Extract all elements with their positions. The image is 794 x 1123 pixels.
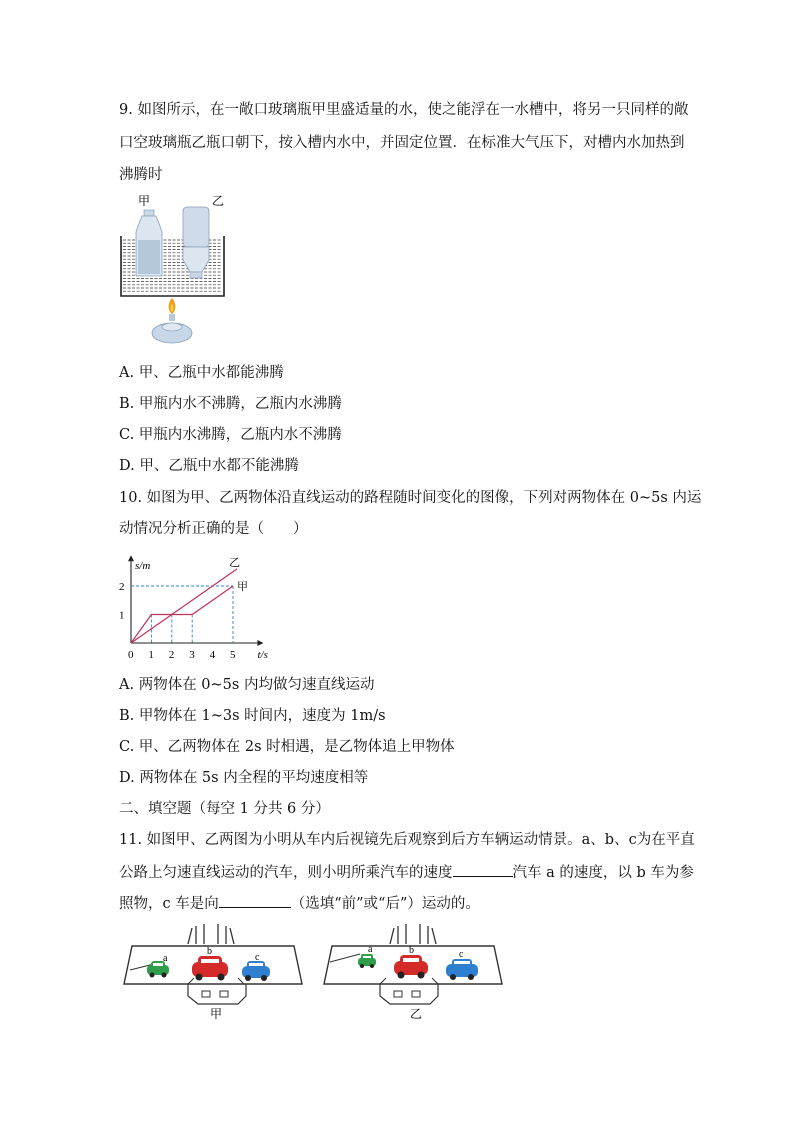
bottle-yi [183,207,209,278]
x-tick-label: 4 [209,649,216,661]
q9-option-c: C. 甲瓶内水沸腾，乙瓶内水不沸腾 [119,427,342,443]
q11-line-2 [119,861,694,883]
answer-blank-2[interactable] [219,892,291,908]
q11-line-2-part-b: 汽车 a 的速度，以 b 车为参 [512,865,694,881]
q11-line-3-part-a: 照物，c 车是向 [119,896,219,912]
q11-line-1: 11. 如图甲、乙两图为小明从车内后视镜先后观察到后方车辆运动情景。a、b、c为在平直 [119,832,695,848]
car-label-a: a [368,944,373,955]
q9-option-a: A. 甲、乙瓶中水都能沸腾 [119,365,284,381]
label-jia: 甲 [138,194,151,208]
car-label-c: c [459,949,464,960]
q9-figure-water-tank [118,192,248,352]
x-tick-label: 1 [148,649,154,661]
q10-option-c: C. 甲、乙两物体在 2s 时相遇，是乙物体追上甲物体 [119,739,455,755]
q10-option-b: B. 甲物体在 1~3s 时间内，速度为 1m/s [119,708,386,724]
q9-option-d: D. 甲、乙瓶中水都不能沸腾 [119,458,299,474]
alcohol-burner-icon [152,298,192,343]
q10-option-a: A. 两物体在 0~5s 内均做匀速直线运动 [119,677,375,693]
x-axis-arrow [257,640,263,646]
y-tick-label: 1 [119,609,125,622]
series-label-jia: 甲 [237,581,248,593]
q10-line-2: 动情况分析正确的是（ ） [119,521,308,537]
car-label-c: c [255,952,260,963]
car-label-a: a [163,953,168,964]
car-label-b: b [409,945,414,956]
q9-line-1: 9. 如图所示，在一敞口玻璃瓶甲里盛适量的水，使之能浮在一水槽中，将另一只同样的敞 [119,102,689,118]
mirror-mount-yi [390,924,436,944]
y-axis-arrow [128,555,134,561]
q10-option-d: D. 两物体在 5s 内全程的平均速度相等 [119,770,369,786]
rearview-mirror-jia [118,918,308,1023]
mirror-caption-jia: 甲 [210,1007,223,1021]
rearview-mirror-yi [318,918,508,1023]
q9-line-2: 口空玻璃瓶乙瓶口朝下，按入槽内水中，并固定位置．在标准大气压下，对槽内水加热到 [119,135,685,151]
mirror-caption-yi: 乙 [410,1007,423,1021]
s-t-graph [116,545,286,670]
q9-option-b: B. 甲瓶内水不沸腾，乙瓶内水沸腾 [119,396,342,412]
q10-line-1: 10. 如图为甲、乙两物体沿直线运动的路程随时间变化的图像，下列对两物体在 0~5s 内运 [119,490,702,506]
label-yi: 乙 [212,194,225,208]
x-tick-label: 3 [189,649,195,661]
x-tick-label: 2 [168,649,175,661]
series-line [131,569,237,643]
mirror-mount-jia [188,924,234,944]
bottle-jia [136,210,162,276]
q11-line-3-part-b: （选填“前”或“后”）运动的。 [290,896,480,912]
q11-line-2-part-a: 公路上匀速直线运动的汽车，则小明所乘汽车的速度 [119,865,453,881]
section-2-title: 二、填空题（每空 1 分共 6 分） [119,801,330,817]
x-tick-label: 5 [230,649,236,661]
series-label-yi: 乙 [229,556,241,569]
q11-line-3 [119,892,480,914]
origin-label: 0 [128,649,134,661]
series-line [131,586,233,643]
q9-line-3: 沸腾时 [119,167,163,183]
y-axis-label: s/m [135,560,151,573]
answer-blank-1[interactable] [453,861,513,877]
x-axis-label: t/s [257,649,268,661]
car-label-b: b [207,946,212,957]
y-tick-label: 2 [119,581,125,593]
